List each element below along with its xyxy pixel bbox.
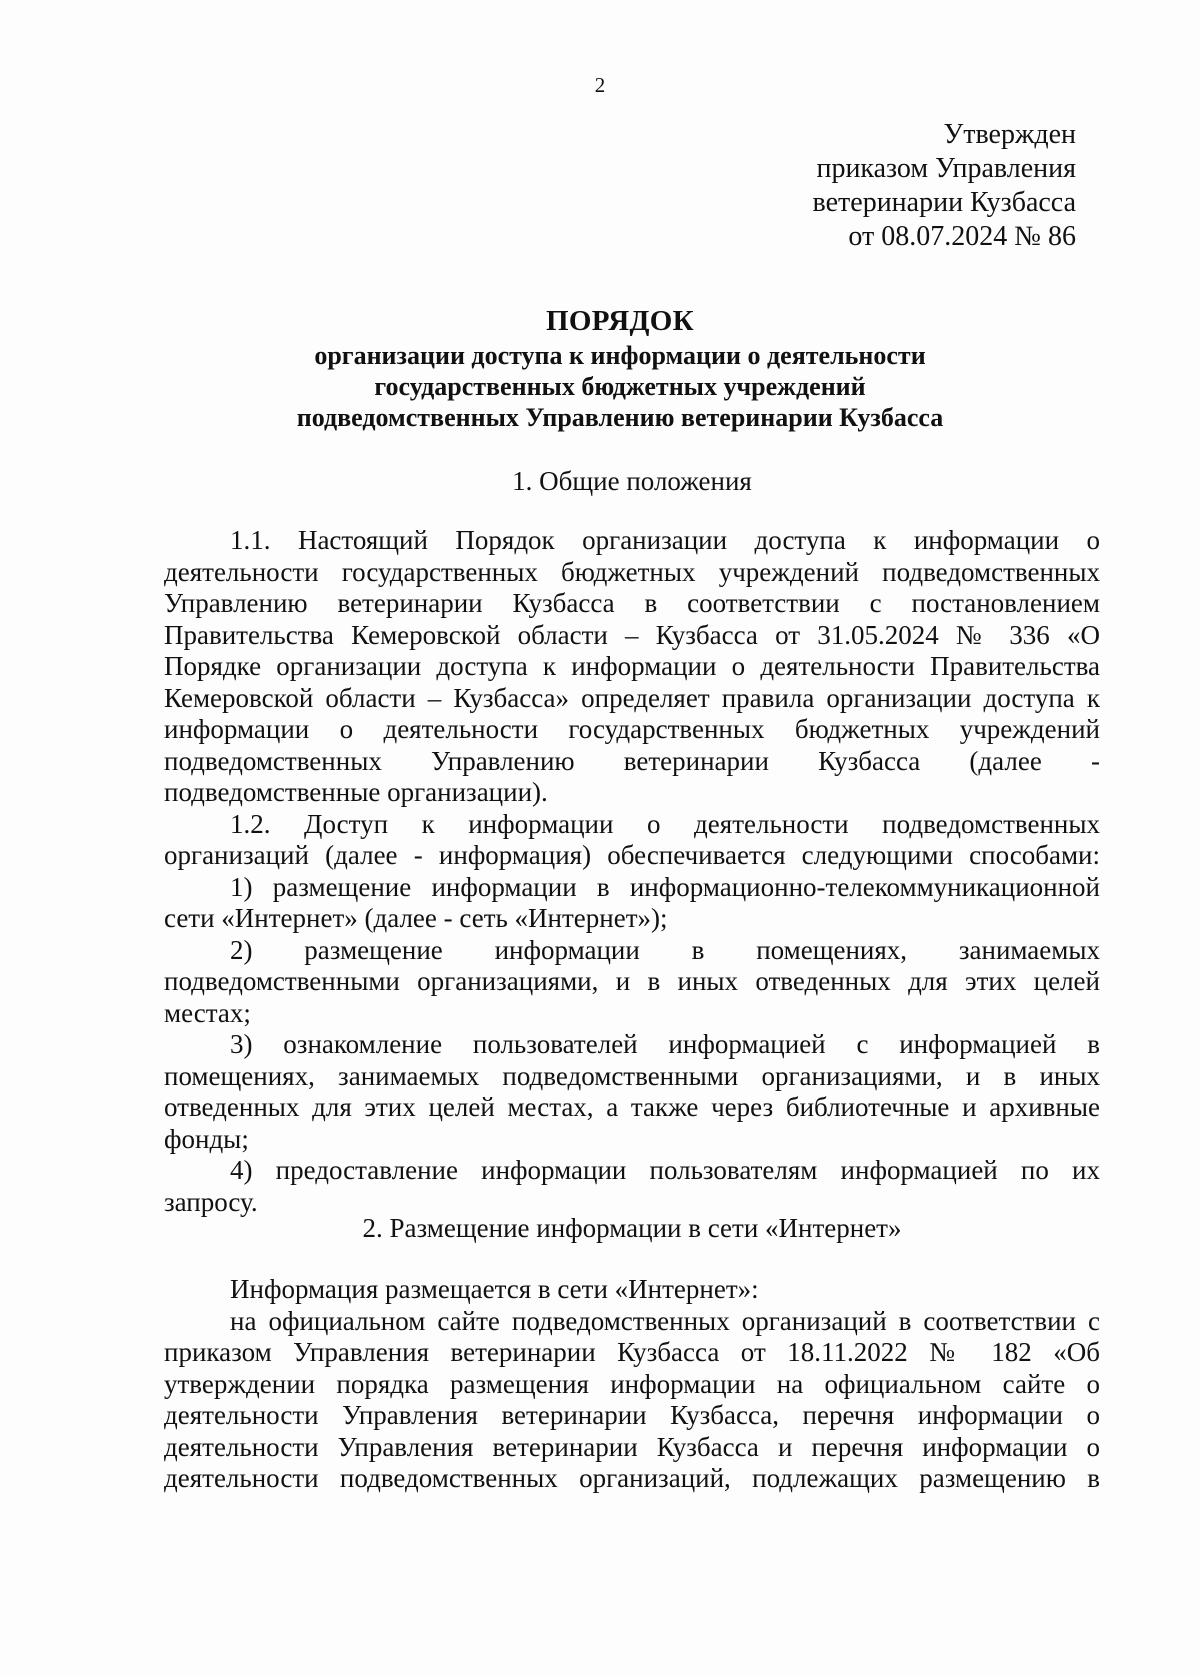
section-2-heading: 2. Размещение информации в сети «Интернет» — [362, 1213, 902, 1243]
text-line: деятельности Управления ветеринарии Кузбасса и перечня информации о — [164, 1431, 1100, 1462]
text-line: 3) ознакомление пользователей информацией с информацией в — [230, 1029, 1100, 1059]
text-line: Кемеровской области – Кузбасса» определяет правила организации доступа к — [164, 682, 1100, 713]
text-line: 2) размещение информации в помещениях, занимаемых — [230, 934, 1100, 965]
approval-line: ветеринарии Кузбасса — [812, 187, 1076, 218]
text-line: сети «Интернет» (далее - сеть «Интернет»); — [164, 903, 668, 933]
text-line: утверждении порядка размещения информации на официальном сайте о — [164, 1368, 1100, 1399]
text-line: отведенных для этих целей местах, а также через библиотечные и архивные — [164, 1092, 1100, 1122]
text-line: фонды; — [164, 1123, 249, 1154]
title-main: ПОРЯДОК — [546, 305, 694, 337]
text-line: местах; — [164, 997, 251, 1028]
approval-line: от 08.07.2024 № 86 — [848, 221, 1076, 252]
text-line: 4) предоставление информации пользователям информацией по их — [230, 1155, 1100, 1185]
text-line: 1) размещение информации в информационно-телекоммуникационной — [230, 871, 1100, 902]
approval-line: Утвержден — [943, 119, 1076, 150]
title-line: государственных бюджетных учреждений — [374, 372, 866, 401]
page-number: 2 — [594, 73, 606, 97]
text-line: приказом Управления ветеринарии Кузбасса от 18.11.2022 № 182 «Об — [164, 1337, 1100, 1367]
text-line: деятельности государственных бюджетных учреждений подведомственных — [164, 556, 1100, 587]
text-line: 1.2. Доступ к информации о деятельности подведомственных — [230, 808, 1100, 839]
title-line: организации доступа к информации о деятельности — [314, 341, 926, 370]
text-line: деятельности подведомственных организаций, подлежащих размещению в — [164, 1463, 1100, 1493]
text-line: Порядке организации доступа к информации о деятельности Правительства — [164, 651, 1100, 681]
section-2-body — [164, 1274, 1100, 1495]
text-line: подведомственных Управлению ветеринарии Кузбасса (далее - — [164, 745, 1100, 776]
text-line: подведомственные организации). — [164, 777, 548, 807]
text-line: Управлению ветеринарии Кузбасса в соответствии с постановлением — [164, 588, 1100, 618]
text-line: помещениях, занимаемых подведомственными организациями, и в иных — [164, 1060, 1100, 1091]
title-line: подведомственных Управлению ветеринарии Кузбасса — [296, 403, 944, 432]
text-line: на официальном сайте подведомственных организаций в соответствии с — [230, 1305, 1100, 1336]
approval-stamp — [813, 118, 1076, 254]
text-line: подведомственными организациями, и в иных отведенных для этих целей — [164, 966, 1100, 996]
text-line: 1.1. Настоящий Порядок организации доступа к информации о — [230, 525, 1100, 555]
section-1-heading: 1. Общие положения — [512, 466, 752, 496]
text-line: запросу. — [164, 1186, 258, 1217]
text-line: Информация размещается в сети «Интернет»: — [230, 1274, 759, 1304]
document-title — [120, 302, 1120, 433]
approval-line: приказом Управления — [816, 153, 1076, 184]
text-line: организаций (далее - информация) обеспечивается следующими способами: — [164, 840, 1100, 870]
text-line: деятельности Управления ветеринарии Кузбасса, перечня информации о — [164, 1400, 1100, 1430]
text-line: Правительства Кемеровской области – Кузбасса от 31.05.2024 № 336 «О — [164, 619, 1100, 650]
section-1-body — [164, 525, 1100, 1218]
text-line: информации о деятельности государственных бюджетных учреждений — [164, 714, 1100, 744]
